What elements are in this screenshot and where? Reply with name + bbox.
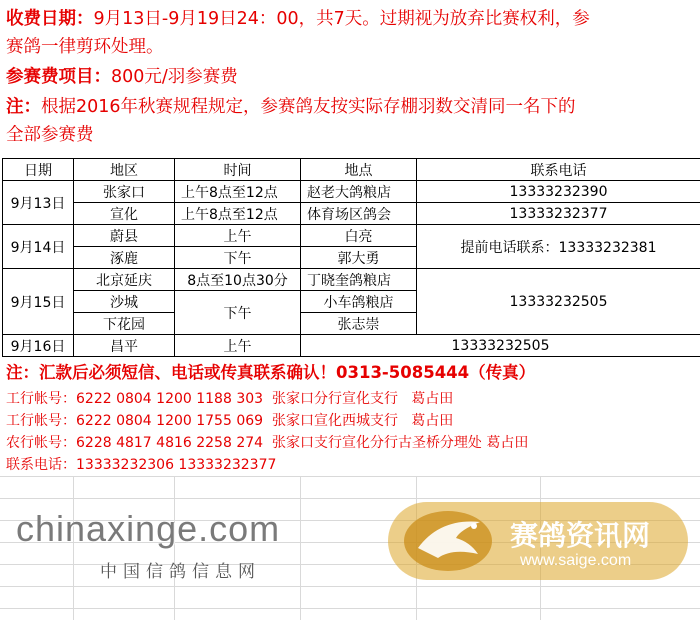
saige-watermark-name: 赛鸽资讯网 bbox=[510, 519, 651, 552]
phone-cell: 13333232390 bbox=[417, 181, 700, 203]
region-cell: 北京延庆 bbox=[74, 269, 175, 291]
phone-cell: 提前电话联系：13333232381 bbox=[417, 225, 700, 269]
table-header-row bbox=[3, 159, 700, 181]
location-cell: 白亮 bbox=[301, 225, 417, 247]
phone-cell: 13333232505 bbox=[301, 335, 700, 357]
location-cell: 张志崇 bbox=[301, 313, 417, 335]
date-cell: 9月14日 bbox=[3, 225, 74, 269]
location-cell: 郭大勇 bbox=[301, 247, 417, 269]
grid-divider bbox=[0, 498, 700, 499]
time-cell: 下午 bbox=[175, 247, 301, 269]
region-cell: 张家口 bbox=[74, 181, 175, 203]
grid-divider bbox=[0, 476, 700, 477]
table-row bbox=[3, 335, 700, 357]
note-label: 注： bbox=[6, 97, 41, 117]
time-cell: 上午8点至12点 bbox=[175, 203, 301, 225]
time-cell: 上午 bbox=[175, 225, 301, 247]
date-cell: 9月16日 bbox=[3, 335, 74, 357]
time-cell: 上午 bbox=[175, 335, 301, 357]
table-row bbox=[3, 203, 700, 225]
region-cell: 涿鹿 bbox=[74, 247, 175, 269]
time-cell: 8点至10点30分 bbox=[175, 269, 301, 291]
saige-watermark-url: www.saige.com bbox=[520, 552, 632, 569]
collection-date-label: 收费日期： bbox=[6, 9, 94, 29]
location-cell: 小车鸽粮店 bbox=[301, 291, 417, 313]
region-cell: 昌平 bbox=[74, 335, 175, 357]
notice-line-5: 全部参赛费 bbox=[6, 125, 94, 145]
date-cell: 9月15日 bbox=[3, 269, 74, 335]
fee-item-text: 800元/羽参赛费 bbox=[111, 67, 238, 87]
region-cell: 下花园 bbox=[74, 313, 175, 335]
notice-line-4 bbox=[6, 94, 696, 120]
grid-divider bbox=[300, 476, 301, 620]
date-cell: 9月13日 bbox=[3, 181, 74, 225]
region-cell: 蔚县 bbox=[74, 225, 175, 247]
grid-divider bbox=[0, 586, 700, 587]
header-time: 时间 bbox=[175, 159, 301, 181]
note-text: 根据2016年秋赛规程规定，参赛鸽友按实际存棚羽数交清同一名下的 bbox=[41, 97, 576, 117]
payment-note bbox=[6, 362, 696, 385]
bank-account-1: 工行帐号：6222 0804 1200 1188 303 张家口分行宣化支行 葛占田 bbox=[6, 391, 454, 407]
notice-line-2: 赛鸽一律剪环处理。 bbox=[6, 37, 164, 57]
fee-item-label: 参赛费项目： bbox=[6, 67, 111, 87]
header-region: 地区 bbox=[74, 159, 175, 181]
time-cell: 下午 bbox=[175, 291, 301, 335]
chinaxinge-watermark: chinaxinge.com bbox=[16, 508, 281, 549]
bank-account-2: 工行帐号：6222 0804 1200 1755 069 张家口宣化西城支行 葛占田 bbox=[6, 413, 454, 429]
location-cell: 体育场区鸽会 bbox=[301, 203, 417, 225]
location-cell: 丁晓奎鸽粮店 bbox=[301, 269, 417, 291]
region-cell: 沙城 bbox=[74, 291, 175, 313]
chinaxinge-watermark-subtitle: 中国信鸽信息网 bbox=[100, 562, 261, 582]
payment-note-text: 注：汇款后必须短信、电话或传真联系确认！0313-5085444（传真） bbox=[6, 363, 536, 382]
header-location: 地点 bbox=[301, 159, 417, 181]
table-row bbox=[3, 269, 700, 291]
phone-cell: 13333232377 bbox=[417, 203, 700, 225]
notice-line-1 bbox=[6, 6, 696, 32]
time-cell: 上午8点至12点 bbox=[175, 181, 301, 203]
location-cell: 赵老大鸽粮店 bbox=[301, 181, 417, 203]
collection-date-text: 9月13日-9月19日24：00，共7天。过期视为放弃比赛权利，参 bbox=[93, 9, 590, 29]
region-cell: 宣化 bbox=[74, 203, 175, 225]
table-row bbox=[3, 181, 700, 203]
pigeon-logo-icon bbox=[400, 508, 496, 574]
collection-schedule-table bbox=[2, 158, 700, 357]
phone-cell: 13333232505 bbox=[417, 269, 700, 335]
header-date: 日期 bbox=[3, 159, 74, 181]
header-phone: 联系电话 bbox=[417, 159, 700, 181]
bank-account-3: 农行帐号：6228 4817 4816 2258 274 张家口支行宣化分行古圣桥分理处 葛占田 bbox=[6, 435, 529, 451]
grid-divider bbox=[0, 608, 700, 609]
table-row bbox=[3, 225, 700, 247]
contact-phones: 联系电话：13333232306 13333232377 bbox=[6, 457, 277, 473]
notice-line-3 bbox=[6, 64, 696, 90]
